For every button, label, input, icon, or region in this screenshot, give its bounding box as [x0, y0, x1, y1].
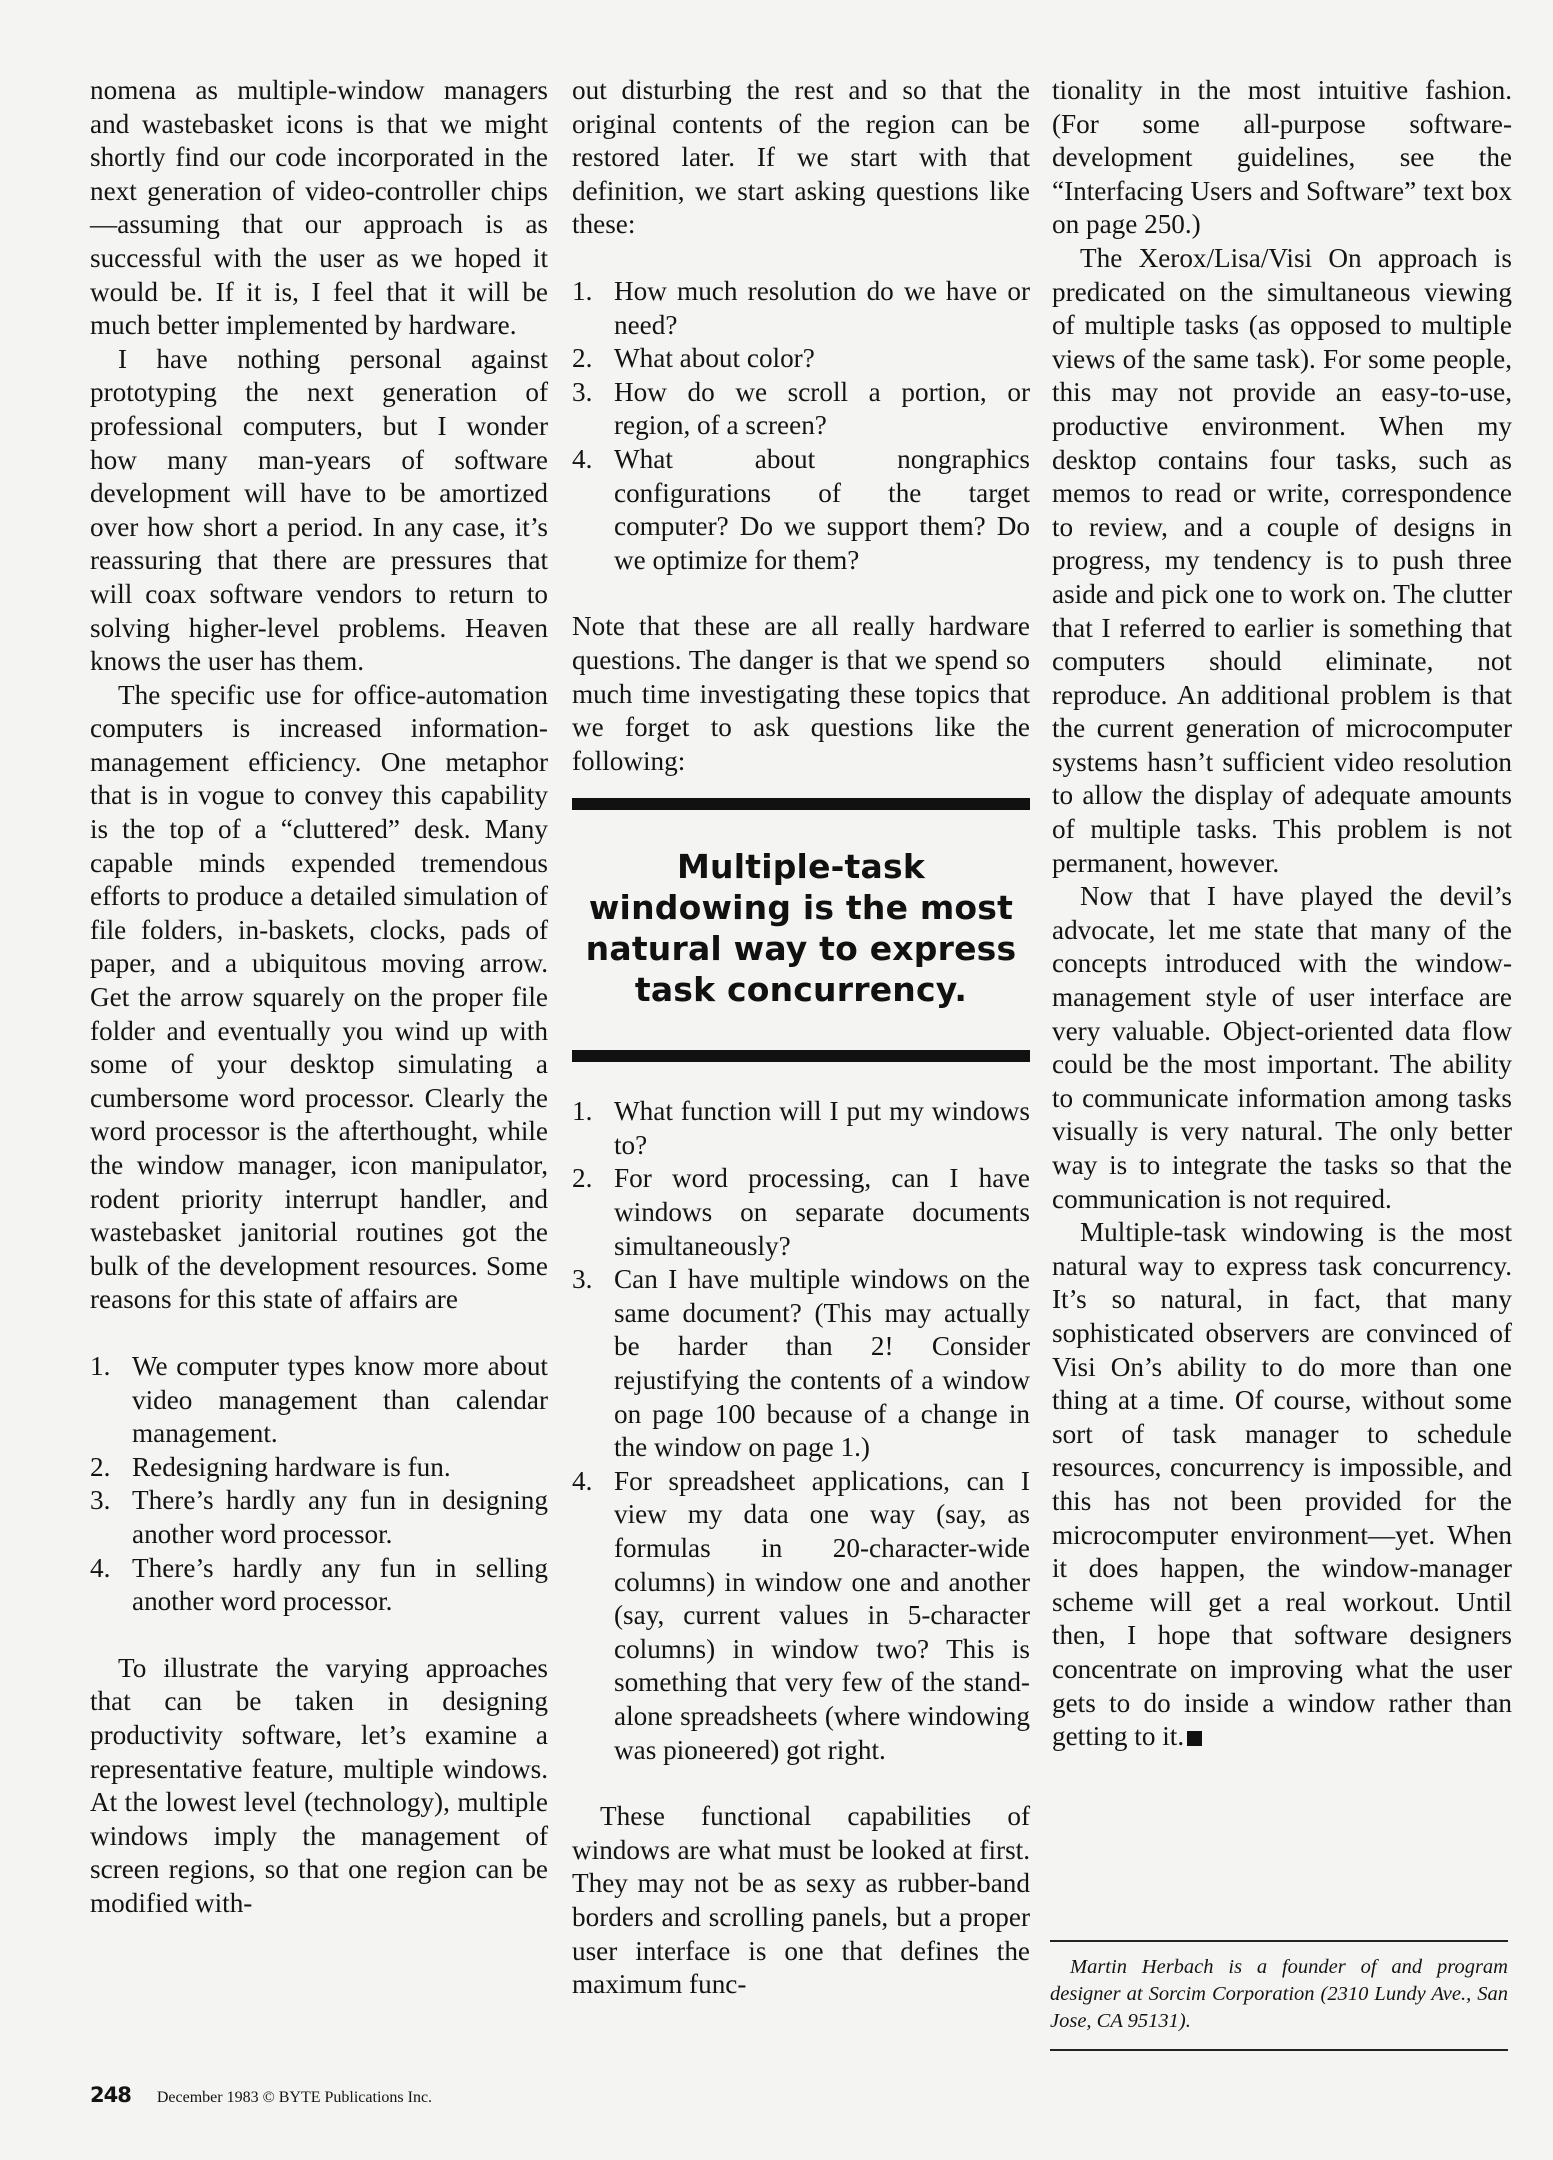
paragraph: The specific use for office-automation computers is increased information-management efficiency. One metaphor that is in vogue to convey this capability is the top of a “cluttered” desk. Many capable minds expended tremendous efforts to produce a detailed simulation of file folders, in-baskets, clocks, pads of paper, and a ubiquitous moving arrow. Get the arrow squarely on the proper file folder and eventually you wind up with some of your desktop simulating a cumbersome word processor. Clearly the word processor is the afterthought, while the window manager, icon manipulator, rodent priority interrupt handler, and wastebasket janitorial routines got the bulk of the development resources. Some reasons for this state of affairs are: [90, 679, 548, 1315]
list-text: Can I have multiple windows on the same document? (This may actually be harder than 2! Consider rejustifying the contents of a window on page 100 because of a change in the window on page 1.): [614, 1264, 1030, 1463]
spacer: [572, 1062, 1030, 1095]
author-bio-text: Martin Herbach is a founder of and program designer at Sorcim Corporation (2310 Lundy Ave., San Jose, CA 95131).: [1050, 1956, 1508, 2032]
list-text: What about color?: [614, 343, 815, 374]
page-number: 248: [90, 2083, 131, 2107]
paragraph: nomena as multiple-window managers and wastebasket icons is that we might shortly find our code incorporated in the next generation of video-controller chips—assuming that our approach is as successful with the user as we hoped it would be. If it is, I feel that it will be much better implemented by hardware.: [90, 75, 548, 341]
list-item: [572, 376, 1030, 443]
reasons-list: [90, 1350, 548, 1619]
list-number: 4.: [90, 1552, 111, 1583]
paragraph: Now that I have played the devil’s advocate, let me state that many of the concepts introduced with the window-management style of user interface are very valuable. Object-oriented data flow could be the most important. The ability to communicate information among tasks visually is very natural. The only better way is to integrate the tasks so that the communication is not required.: [1052, 881, 1512, 1214]
page-footer: [90, 2083, 432, 2107]
spacer: [572, 242, 1030, 275]
list-item: [572, 1162, 1030, 1263]
right-column: [1052, 74, 1512, 1754]
list-number: 1.: [90, 1350, 111, 1381]
list-item: [90, 1552, 548, 1619]
publication-credit: December 1983 © BYTE Publications Inc.: [156, 2089, 433, 2106]
list-number: 3.: [90, 1485, 111, 1516]
list-text: For spreadsheet applications, can I view my data one way (say, as formulas in 20-character-wide columns) in window one and another (say, current values in 5-character columns) in window two? This is something that very few of the stand-alone spreadsheets (where windowing was pioneered) got right.: [614, 1465, 1030, 1765]
list-text: For word processing, can I have windows on separate documents simultaneously?: [614, 1163, 1030, 1261]
list-text: How much resolution do we have or need?: [614, 275, 1030, 340]
list-item: [572, 275, 1030, 342]
list-number: 4.: [572, 1465, 593, 1496]
list-text: What function will I put my windows to?: [614, 1096, 1030, 1160]
paragraph: out disturbing the rest and so that the original contents of the region can be restored later. If we start with that definition, we start asking questions like these:: [572, 75, 1030, 240]
list-item: [572, 1263, 1030, 1465]
paragraph: The Xerox/Lisa/Visi On approach is predicated on the simultaneous viewing of multiple tasks (as opposed to multiple views of the same task). For some people, this may not provide an easy-to-use, productive environment. When my desktop contains four tasks, such as memos to read or write, correspondence to review, and a couple of designs in progress, my tendency is to push three aside and pick one to work on. The clutter that I referred to earlier is something that computers should eliminate, not reproduce. An additional problem is that the current generation of microcomputer systems hasn’t sufficient video resolution to allow the display of adequate amounts of multiple tasks. This problem is not permanent, however.: [1052, 242, 1512, 878]
list-item: [90, 1484, 548, 1551]
list-number: 4.: [572, 443, 593, 474]
list-number: 1.: [572, 275, 593, 306]
list-text: How do we scroll a portion, or region, of a screen?: [614, 376, 1030, 441]
hardware-questions-list: [572, 275, 1030, 577]
paragraph: tionality in the most intuitive fashion. (For some all-purpose software-development guidelines, see the “Interfacing Users and Software” text box on page 250.): [1052, 75, 1512, 240]
paragraph-final: [1052, 1216, 1512, 1754]
list-number: 1.: [572, 1096, 593, 1127]
spacer: [90, 1619, 548, 1652]
list-item: [572, 1465, 1030, 1767]
list-item: [90, 1350, 548, 1451]
spacer: [572, 577, 1030, 610]
list-number: 2.: [572, 1163, 593, 1194]
final-paragraph-text: Multiple-task windowing is the most natural way to express task concurrency. It’s so natural, in fact, that many sophisticated observers are convinced of Visi On’s ability to do more than one thing at a time. Of course, without some sort of task manager to schedule resources, concurrency is impossible, and this has not been provided for the microcomputer environment—yet. When it does happen, the window-manager scheme will get a real workout. Until then, I hope that software designers concentrate on improving what the user gets to do inside a window rather than getting to it.: [1052, 1217, 1512, 1752]
function-questions-list: [572, 1095, 1030, 1767]
spacer: [90, 1317, 548, 1350]
paragraph: To illustrate the varying approaches that can be taken in designing productivity software, let’s examine a representative feature, multiple windows. At the lowest level (technology), multiple windows imply the management of screen regions, so that one region can be modified with-: [90, 1652, 548, 1918]
list-item: [572, 1095, 1030, 1162]
left-column: [90, 74, 548, 1920]
list-number: 3.: [572, 1264, 593, 1295]
pull-quote-text: Multiple-task windowing is the most natural way to express task concurrency.: [585, 847, 1017, 1010]
list-text: There’s hardly any fun in designing another word processor.: [132, 1485, 548, 1549]
list-text: There’s hardly any fun in selling another word processor.: [132, 1552, 548, 1617]
paragraph: These functional capabilities of windows are what must be looked at first. They may not be as sexy as rubber-band borders and scrolling panels, but a proper user interface is one that defines the maximum func-: [572, 1801, 1030, 2000]
spacer: [572, 1767, 1030, 1800]
list-item: [90, 1451, 548, 1485]
list-text: What about nongraphics configurations of the target computer? Do we support them? Do we optimize for them?: [614, 443, 1030, 575]
author-bio: [1050, 1940, 1508, 2051]
list-item: [572, 443, 1030, 577]
middle-column: [572, 74, 1030, 2002]
list-text: We computer types know more about video management than calendar management.: [132, 1350, 548, 1449]
end-of-article-square-icon: [1187, 1731, 1202, 1746]
list-number: 2.: [572, 343, 593, 374]
list-item: [572, 342, 1030, 376]
paragraph: I have nothing personal against prototyping the next generation of professional computers, but I wonder how many man-years of software development will have to be amortized over how short a period. In any case, it’s reassuring that there are pressures that will coax software vendors to return to solving higher-level problems. Heaven knows the user has them.: [90, 343, 548, 677]
list-text: Redesigning hardware is fun.: [132, 1451, 451, 1482]
paragraph: Note that these are all really hardware questions. The danger is that we spend so much time investigating these topics that we forget to ask questions like the following:: [572, 611, 1030, 776]
pull-quote-top-rule: [572, 798, 1030, 810]
pull-quote-bottom-rule: [572, 1050, 1030, 1062]
list-number: 3.: [572, 376, 593, 407]
pull-quote: [572, 798, 1030, 1062]
list-number: 2.: [90, 1451, 111, 1482]
